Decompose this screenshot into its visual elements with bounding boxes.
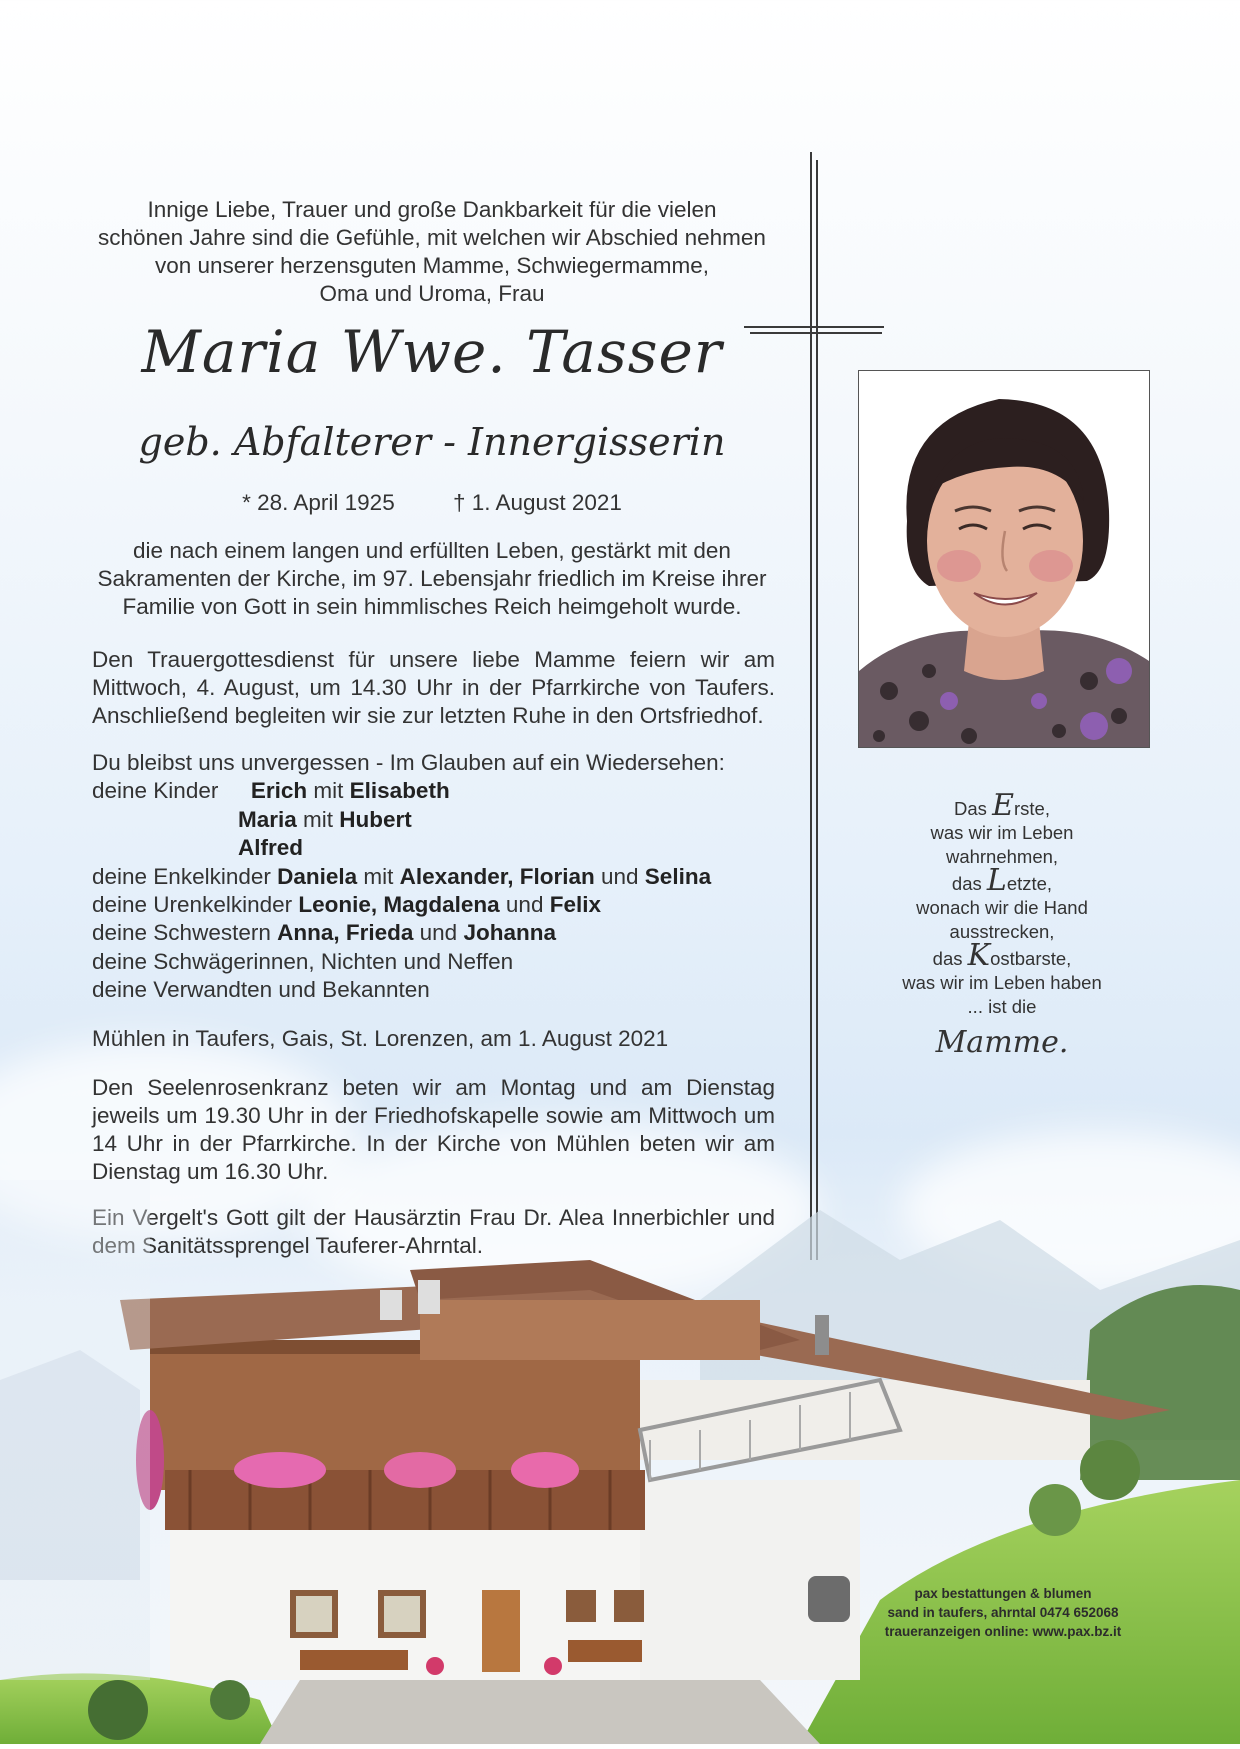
child-partner-name: Elisabeth <box>349 778 450 804</box>
grandchild-name: Alexander, Florian <box>399 863 601 889</box>
poem-initial: E <box>992 788 1014 823</box>
sister-name: Anna, Frieda <box>277 920 420 946</box>
great-grandchild-name: Leonie, Magdalena <box>298 892 506 918</box>
grandchild-name: Daniela <box>277 863 364 889</box>
child-name: Alfred <box>238 835 304 861</box>
intro-line: schönen Jahre sind die Gefühle, mit welchen wir Abschied nehmen <box>98 225 766 250</box>
sisters-label: deine Schwestern <box>92 920 278 946</box>
sisters-row <box>92 919 812 947</box>
footer-line: sand in taufers, ahrntal 0474 652068 <box>887 1605 1119 1620</box>
poem-text: das <box>951 873 987 894</box>
connector: mit <box>363 863 400 889</box>
house-landscape <box>0 1180 1240 1744</box>
undertaker-footer <box>860 1584 1146 1641</box>
poem-line: was wir im Leben <box>930 822 1074 843</box>
deceased-name: Maria Wwe. Tasser <box>141 318 723 386</box>
intro-line: von unserer herzensguten Mamme, Schwiegermamme, <box>155 253 709 278</box>
maiden-name: geb. Abfalterer - Innergisserin <box>138 420 726 464</box>
connector: und <box>505 892 550 918</box>
grandchildren-label: deine Enkelkinder <box>92 863 278 889</box>
poem-text: etzte, <box>1006 873 1053 894</box>
poem-initial: K <box>967 938 991 973</box>
memorial-poem <box>880 788 1124 1060</box>
cross-icon <box>744 326 884 328</box>
connector: mit <box>313 778 350 804</box>
great-grandchildren-label: deine Urenkelkinder <box>92 892 299 918</box>
inlaws-row: deine Schwägerinnen, Nichten und Neffen <box>92 948 514 974</box>
great-grandchild-name: Felix <box>549 892 601 918</box>
cross-icon <box>816 160 818 1260</box>
cross-icon <box>750 332 882 334</box>
poem-line: ... ist die <box>967 996 1037 1017</box>
passing-text <box>92 537 772 621</box>
poem-initial: L <box>986 863 1007 898</box>
child-name: Erich <box>250 778 314 804</box>
child-partner-name: Hubert <box>339 806 412 832</box>
poem-line: was wir im Leben haben <box>902 972 1102 993</box>
poem-text: ostbarste, <box>990 948 1072 969</box>
portrait-illustration <box>859 371 1149 747</box>
poem-line: wahrnehmen, <box>945 846 1059 867</box>
children-row <box>92 834 812 862</box>
footer-link[interactable]: traueranzeigen online: www.pax.bz.it <box>884 1624 1122 1639</box>
connector: und <box>601 863 645 889</box>
poem-closing: Mamme. <box>935 1025 1069 1060</box>
sister-name: Johanna <box>463 920 556 946</box>
grandchildren-row <box>92 863 812 891</box>
relatives-row: deine Verwandten und Bekannten <box>92 977 430 1003</box>
birth-date: * 28. April 1925 <box>242 490 395 515</box>
poem-text: Das <box>954 798 993 819</box>
passing-line: Sakramenten der Kirche, im 97. Lebensjahr friedlich im Kreise ihrer <box>97 566 767 591</box>
poem-line: wonach wir die Hand <box>916 897 1088 918</box>
intro-text <box>92 196 772 308</box>
poem-line <box>880 863 1124 898</box>
funeral-text: Den Trauergottesdienst für unsere liebe Mamme feiern wir am Mittwoch, 4. August, um 14.30 Uhr in der Pfarrkirche von Taufers. Anschließend begleiten wir sie zur letzten Ruhe in den Ortsfriedhof. <box>92 647 775 728</box>
intro-line: Oma und Uroma, Frau <box>319 281 545 306</box>
passing-line: die nach einem langen und erfüllten Leben, gestärkt mit den <box>133 538 731 563</box>
house-illustration <box>0 1180 1240 1744</box>
rosary-text: Den Seelenrosenkranz beten wir am Montag und am Dienstag jeweils um 19.30 Uhr in der Friedhofskapelle sowie am Mittwoch um 14 Uhr in der Pfarrkirche. In der Kirche von Mühlen beten wir am Dienstag um 16.30 Uhr. <box>92 1075 775 1184</box>
connector: mit <box>303 806 340 832</box>
poem-text: das <box>932 948 968 969</box>
cross-icon <box>810 152 812 1260</box>
mourners-heading: Du bleibst uns unvergessen - Im Glauben auf ein Wiedersehen: <box>92 750 725 775</box>
poem-line <box>880 788 1124 823</box>
poem-line <box>880 938 1124 973</box>
poem-line: ausstrecken, <box>949 921 1055 942</box>
poem-text: rste, <box>1013 798 1050 819</box>
portrait-photo <box>858 370 1150 748</box>
intro-line: Innige Liebe, Trauer und große Dankbarkeit für die vielen <box>147 197 717 222</box>
thanks-text: Ein Vergelt's Gott gilt der Hausärztin Frau Dr. Alea Innerbichler und dem Sanitätssprengel Tauferer-Ahrntal. <box>92 1205 775 1258</box>
children-row <box>92 806 812 834</box>
great-grandchildren-row <box>92 891 812 919</box>
footer-line: pax bestattungen & blumen <box>914 1586 1092 1601</box>
connector: und <box>419 920 464 946</box>
life-dates <box>92 490 772 516</box>
grandchild-name: Selina <box>644 863 712 889</box>
children-label: deine Kinder <box>92 778 225 804</box>
children-row <box>92 777 812 805</box>
death-date: † 1. August 2021 <box>452 490 622 515</box>
passing-line: Familie von Gott in sein himmlisches Reich heimgeholt wurde. <box>122 594 742 619</box>
place-date: Mühlen in Taufers, Gais, St. Lorenzen, am 1. August 2021 <box>92 1026 669 1051</box>
child-name: Maria <box>238 806 304 832</box>
mourners-list <box>92 749 812 1005</box>
